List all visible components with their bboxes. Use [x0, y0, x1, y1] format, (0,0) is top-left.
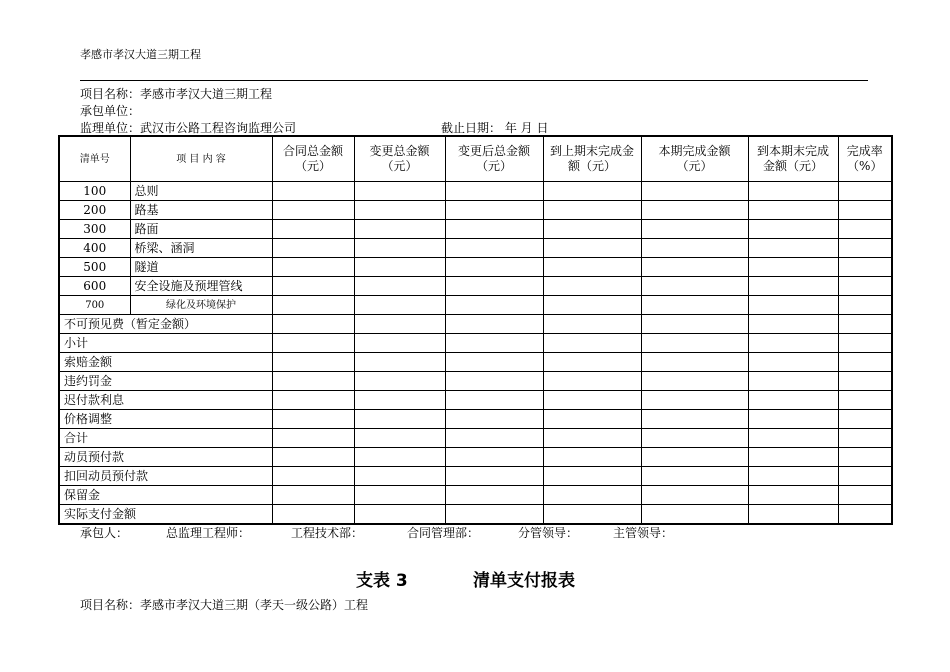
- cell: [543, 182, 641, 201]
- cell: [543, 277, 641, 296]
- cell: [641, 277, 748, 296]
- summary-label: 小计: [59, 334, 272, 353]
- cell: [748, 258, 838, 277]
- cell: [543, 258, 641, 277]
- cell: [543, 220, 641, 239]
- cell: [543, 505, 641, 525]
- cell: [838, 315, 892, 334]
- cell: [543, 467, 641, 486]
- table-title: 清单支付报表: [473, 571, 575, 591]
- summary-row: [59, 486, 892, 505]
- cell: [838, 372, 892, 391]
- cell: [272, 467, 354, 486]
- cell: [748, 220, 838, 239]
- cell: [354, 353, 445, 372]
- col-header-changed-total: 变更后总金额（元）: [445, 136, 543, 182]
- cell: [445, 315, 543, 334]
- cell: [748, 372, 838, 391]
- project-name-2: 项目名称：孝感市孝汉大道三期（孝天一级公路）工程: [80, 598, 369, 612]
- cell: [543, 448, 641, 467]
- cell: [354, 239, 445, 258]
- summary-label: 不可预见费（暂定金额）: [59, 315, 272, 334]
- table-row: [59, 258, 892, 277]
- cell: [641, 448, 748, 467]
- cell: [272, 429, 354, 448]
- cell: [445, 467, 543, 486]
- cell: [641, 201, 748, 220]
- cell: [748, 505, 838, 525]
- cell: [445, 239, 543, 258]
- cell: [543, 486, 641, 505]
- cell: [641, 315, 748, 334]
- signature-division-lead: 分管领导：: [518, 526, 579, 540]
- cell: [543, 315, 641, 334]
- summary-label: 实际支付金额: [59, 505, 272, 525]
- cell: [838, 410, 892, 429]
- summary-row: [59, 353, 892, 372]
- cell: [838, 467, 892, 486]
- cell: [748, 296, 838, 315]
- cell: [543, 296, 641, 315]
- cell: [445, 353, 543, 372]
- cell: [354, 391, 445, 410]
- item-code: 700: [59, 296, 130, 315]
- cell: [838, 391, 892, 410]
- cell: [543, 429, 641, 448]
- cell: [641, 258, 748, 277]
- summary-label: 动员预付款: [59, 448, 272, 467]
- cell: [354, 296, 445, 315]
- table-row: [59, 239, 892, 258]
- deadline-date: 截止日期： 年 月 日: [441, 121, 549, 135]
- table-number: 支表 3: [356, 571, 408, 591]
- cell: [838, 296, 892, 315]
- header-rule: [80, 80, 868, 81]
- cell: [445, 258, 543, 277]
- signature-contractor: 承包人：: [80, 526, 129, 540]
- summary-row: [59, 448, 892, 467]
- cell: [543, 239, 641, 258]
- summary-row: [59, 429, 892, 448]
- cell: [838, 448, 892, 467]
- summary-label: 索赔金额: [59, 353, 272, 372]
- cell: [445, 220, 543, 239]
- cell: [445, 391, 543, 410]
- item-code: 300: [59, 220, 130, 239]
- cell: [543, 334, 641, 353]
- summary-label: 合计: [59, 429, 272, 448]
- table-row: [59, 220, 892, 239]
- cell: [354, 410, 445, 429]
- cell: [838, 353, 892, 372]
- cell: [543, 410, 641, 429]
- signature-contract-dept: 合同管理部：: [407, 526, 480, 540]
- table-header-row: [59, 136, 892, 182]
- summary-row: [59, 315, 892, 334]
- item-name: 路面: [130, 220, 272, 239]
- summary-row: [59, 467, 892, 486]
- item-code: 400: [59, 239, 130, 258]
- cell: [641, 372, 748, 391]
- cell: [748, 429, 838, 448]
- cell: [445, 182, 543, 201]
- cell: [748, 182, 838, 201]
- cell: [838, 429, 892, 448]
- cell: [543, 353, 641, 372]
- cell: [354, 372, 445, 391]
- cell: [838, 505, 892, 525]
- cell: [354, 220, 445, 239]
- col-header-completion-rate: 完成率（%）: [838, 136, 892, 182]
- cell: [272, 201, 354, 220]
- item-name: 隧道: [130, 258, 272, 277]
- cell: [445, 201, 543, 220]
- cell: [641, 182, 748, 201]
- summary-row: [59, 372, 892, 391]
- item-code: 100: [59, 182, 130, 201]
- cell: [272, 372, 354, 391]
- cell: [748, 410, 838, 429]
- cell: [272, 505, 354, 525]
- item-code: 500: [59, 258, 130, 277]
- cell: [272, 258, 354, 277]
- item-code: 600: [59, 277, 130, 296]
- item-name: 安全设施及预埋管线: [130, 277, 272, 296]
- summary-row: [59, 505, 892, 525]
- item-name: 总则: [130, 182, 272, 201]
- cell: [272, 353, 354, 372]
- cell: [445, 410, 543, 429]
- cell: [838, 201, 892, 220]
- cell: [445, 372, 543, 391]
- cell: [354, 258, 445, 277]
- cell: [838, 220, 892, 239]
- cell: [838, 239, 892, 258]
- item-name: 路基: [130, 201, 272, 220]
- cell: [641, 239, 748, 258]
- cell: [272, 486, 354, 505]
- cell: [748, 467, 838, 486]
- cell: [748, 353, 838, 372]
- col-header-prev-completed: 到上期末完成金额（元）: [543, 136, 641, 182]
- cell: [272, 410, 354, 429]
- summary-row: [59, 410, 892, 429]
- col-header-cumulative-completed: 到本期末完成金额（元）: [748, 136, 838, 182]
- summary-label: 扣回动员预付款: [59, 467, 272, 486]
- cell: [272, 391, 354, 410]
- cell: [641, 391, 748, 410]
- col-header-contract-amount: 合同总金额（元）: [272, 136, 354, 182]
- summary-label: 价格调整: [59, 410, 272, 429]
- contractor-unit: 承包单位：: [80, 104, 141, 118]
- cell: [838, 182, 892, 201]
- cell: [272, 220, 354, 239]
- summary-label: 保留金: [59, 486, 272, 505]
- cell: [445, 334, 543, 353]
- summary-row: [59, 391, 892, 410]
- col-header-current-completed: 本期完成金额（元）: [641, 136, 748, 182]
- col-header-item: 项 目 内 容: [130, 136, 272, 182]
- summary-row: [59, 334, 892, 353]
- cell: [354, 486, 445, 505]
- cell: [748, 201, 838, 220]
- cell: [748, 486, 838, 505]
- item-name: 桥梁、涵洞: [130, 239, 272, 258]
- cell: [354, 277, 445, 296]
- project-name: 项目名称：孝感市孝汉大道三期工程: [80, 87, 273, 101]
- cell: [272, 448, 354, 467]
- cell: [641, 220, 748, 239]
- cell: [748, 334, 838, 353]
- cell: [272, 277, 354, 296]
- cell: [641, 410, 748, 429]
- cell: [272, 239, 354, 258]
- signature-chief-lead: 主管领导：: [613, 526, 674, 540]
- cell: [445, 277, 543, 296]
- cell: [445, 296, 543, 315]
- table-row: [59, 201, 892, 220]
- item-name: 绿化及环境保护: [130, 296, 272, 315]
- cell: [748, 315, 838, 334]
- cell: [445, 448, 543, 467]
- cell: [272, 182, 354, 201]
- cell: [354, 182, 445, 201]
- cell: [272, 334, 354, 353]
- cell: [354, 334, 445, 353]
- table-row: [59, 182, 892, 201]
- cell: [543, 201, 641, 220]
- cell: [272, 296, 354, 315]
- cell: [354, 467, 445, 486]
- cell: [838, 277, 892, 296]
- cell: [543, 391, 641, 410]
- cell: [641, 334, 748, 353]
- cell: [445, 429, 543, 448]
- cell: [641, 353, 748, 372]
- cell: [641, 429, 748, 448]
- cell: [354, 315, 445, 334]
- cell: [354, 505, 445, 525]
- payment-table: [58, 135, 893, 525]
- col-header-code: 清单号: [59, 136, 130, 182]
- cell: [748, 239, 838, 258]
- cell: [641, 467, 748, 486]
- item-code: 200: [59, 201, 130, 220]
- cell: [748, 448, 838, 467]
- header-project-short: 孝感市孝汉大道三期工程: [80, 48, 201, 61]
- cell: [272, 315, 354, 334]
- signature-chief-supervisor: 总监理工程师：: [166, 526, 251, 540]
- table-row: [59, 277, 892, 296]
- summary-label: 违约罚金: [59, 372, 272, 391]
- table-row: [59, 296, 892, 315]
- cell: [354, 201, 445, 220]
- supervisor-unit: 监理单位：武汉市公路工程咨询监理公司: [80, 121, 297, 135]
- summary-label: 迟付款利息: [59, 391, 272, 410]
- col-header-change-amount: 变更总金额（元）: [354, 136, 445, 182]
- cell: [543, 372, 641, 391]
- cell: [641, 486, 748, 505]
- cell: [445, 486, 543, 505]
- cell: [354, 429, 445, 448]
- cell: [838, 258, 892, 277]
- signature-tech-dept: 工程技术部：: [291, 526, 364, 540]
- cell: [641, 505, 748, 525]
- cell: [445, 505, 543, 525]
- cell: [354, 448, 445, 467]
- cell: [838, 334, 892, 353]
- cell: [748, 277, 838, 296]
- cell: [748, 391, 838, 410]
- cell: [838, 486, 892, 505]
- cell: [641, 296, 748, 315]
